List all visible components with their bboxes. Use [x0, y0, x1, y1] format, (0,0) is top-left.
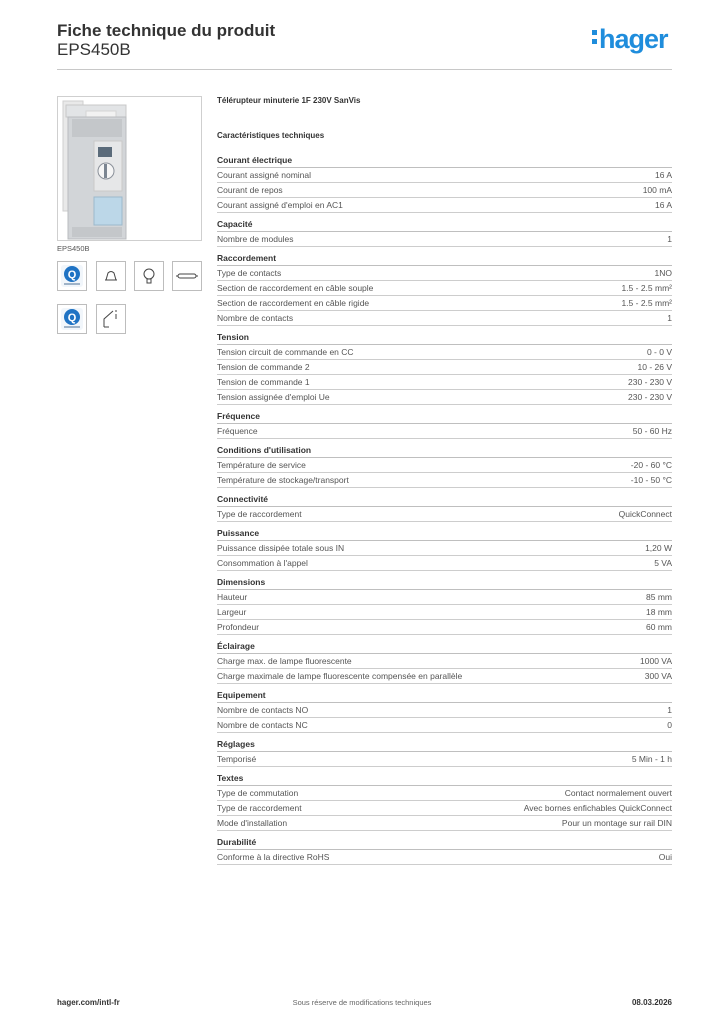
spec-label: Section de raccordement en câble souple	[217, 283, 374, 293]
spec-row	[217, 360, 672, 375]
product-image	[57, 96, 202, 241]
spec-section	[217, 154, 672, 213]
spec-row	[217, 801, 672, 816]
spec-value: -10 - 50 °C	[630, 475, 672, 485]
spec-section-title: Fréquence	[217, 410, 672, 424]
bell-icon	[96, 261, 126, 291]
spec-row	[217, 654, 672, 669]
spec-row	[217, 473, 672, 488]
svg-text:Q: Q	[67, 312, 77, 324]
spec-value: 16 A	[654, 200, 672, 210]
spec-row	[217, 703, 672, 718]
spec-section-title: Textes	[217, 772, 672, 786]
product-reference: EPS450B	[57, 40, 131, 59]
spec-label: Type de raccordement	[217, 803, 302, 813]
spec-value: 1	[667, 313, 672, 323]
spec-row	[217, 850, 672, 865]
spec-value: 0 - 0 V	[646, 347, 672, 357]
spec-section-title: Éclairage	[217, 640, 672, 654]
spec-row	[217, 311, 672, 326]
spec-value: 1.5 - 2.5 mm²	[621, 298, 672, 308]
spec-section-title: Raccordement	[217, 252, 672, 266]
spec-label: Mode d'installation	[217, 818, 288, 828]
spec-section	[217, 772, 672, 831]
footer-date: 08.03.2026	[631, 998, 672, 1007]
spec-table	[217, 154, 672, 870]
spec-row	[217, 718, 672, 733]
spec-value: -20 - 60 °C	[630, 460, 672, 470]
spec-label: Tension de commande 1	[217, 377, 310, 387]
spec-label: Charge maximale de lampe fluorescente compensée en parallèle	[217, 671, 463, 681]
spec-row	[217, 458, 672, 473]
spec-label: Fréquence	[217, 426, 258, 436]
spec-section	[217, 331, 672, 405]
spec-label: Section de raccordement en câble rigide	[217, 298, 370, 308]
spec-row	[217, 375, 672, 390]
spec-label: Nombre de contacts NO	[217, 705, 309, 715]
spec-section	[217, 218, 672, 247]
spec-row	[217, 816, 672, 831]
spec-value: 10 - 26 V	[637, 362, 672, 372]
spec-row	[217, 669, 672, 684]
spec-row	[217, 620, 672, 635]
quickconnect-icon	[57, 261, 87, 291]
spec-section	[217, 444, 672, 488]
spec-value: Avec bornes enfichables QuickConnect	[523, 803, 672, 813]
spec-label: Type de contacts	[217, 268, 282, 278]
spec-value: 50 - 60 Hz	[632, 426, 672, 436]
spec-label: Charge max. de lampe fluorescente	[217, 656, 352, 666]
spec-label: Température de service	[217, 460, 306, 470]
spec-label: Nombre de contacts	[217, 313, 294, 323]
spec-value: 1,20 W	[645, 543, 672, 553]
spec-row	[217, 198, 672, 213]
spec-row	[217, 183, 672, 198]
spec-section-title: Equipement	[217, 689, 672, 703]
spec-section	[217, 252, 672, 326]
spec-label: Type de commutation	[217, 788, 299, 798]
brand-wordmark: hager	[599, 24, 668, 54]
spec-value: 230 - 230 V	[628, 392, 672, 402]
spec-section	[217, 689, 672, 733]
spec-row	[217, 168, 672, 183]
spec-section-title: Durabilité	[217, 836, 672, 850]
fluorescent-tube-icon	[172, 261, 202, 291]
spec-value: 1	[667, 234, 672, 244]
spec-section	[217, 576, 672, 635]
bulb-icon	[134, 261, 164, 291]
spec-label: Puissance dissipée totale sous IN	[217, 543, 345, 553]
svg-text:Q: Q	[67, 269, 77, 281]
product-image-svg	[58, 97, 201, 240]
spec-section	[217, 640, 672, 684]
spec-value: 0	[667, 720, 672, 730]
spec-label: Nombre de modules	[217, 234, 294, 244]
spec-label: Conforme à la directive RoHS	[217, 852, 330, 862]
spec-row	[217, 390, 672, 405]
spec-section-title: Puissance	[217, 527, 672, 541]
spec-value: 5 Min - 1 h	[631, 754, 672, 764]
footer-website: hager.com/intl-fr	[57, 998, 120, 1007]
page-title: Fiche technique du produit	[57, 21, 276, 40]
spec-row	[217, 541, 672, 556]
spec-label: Température de stockage/transport	[217, 475, 349, 485]
spec-value: 230 - 230 V	[628, 377, 672, 387]
header-divider	[57, 69, 672, 70]
spec-value: 18 mm	[646, 607, 672, 617]
spec-row	[217, 556, 672, 571]
spec-value: 1000 VA	[640, 656, 672, 666]
spec-row	[217, 507, 672, 522]
specs-heading: Caractéristiques techniques	[217, 131, 325, 140]
spec-value: 5 VA	[654, 558, 672, 568]
spec-label: Courant de repos	[217, 185, 283, 195]
spec-label: Type de raccordement	[217, 509, 302, 519]
spec-value: 1NO	[654, 268, 672, 278]
spec-label: Tension assignée d'emploi Ue	[217, 392, 330, 402]
spec-row	[217, 590, 672, 605]
spec-row	[217, 752, 672, 767]
spec-row	[217, 232, 672, 247]
spec-label: Temporisé	[217, 754, 257, 764]
spec-row	[217, 296, 672, 311]
spec-value: QuickConnect	[618, 509, 672, 519]
spec-value: 60 mm	[646, 622, 672, 632]
spec-label: Courant assigné nominal	[217, 170, 312, 180]
spec-label: Hauteur	[217, 592, 248, 602]
spec-value: 1	[667, 705, 672, 715]
spec-row	[217, 345, 672, 360]
spec-label: Profondeur	[217, 622, 260, 632]
spec-section	[217, 738, 672, 767]
spec-section-title: Connectivité	[217, 493, 672, 507]
spec-section	[217, 410, 672, 439]
spec-section-title: Tension	[217, 331, 672, 345]
spec-label: Consommation à l'appel	[217, 558, 308, 568]
spec-value: 1.5 - 2.5 mm²	[621, 283, 672, 293]
spec-value: 16 A	[654, 170, 672, 180]
spec-value: 85 mm	[646, 592, 672, 602]
spec-value: Pour un montage sur rail DIN	[561, 818, 672, 828]
product-image-caption: EPS450B	[57, 244, 90, 253]
spec-row	[217, 266, 672, 281]
spec-row	[217, 786, 672, 801]
spec-section-title: Capacité	[217, 218, 672, 232]
spec-label: Tension de commande 2	[217, 362, 310, 372]
spec-label: Courant assigné d'emploi en AC1	[217, 200, 343, 210]
spec-label: Largeur	[217, 607, 247, 617]
spec-value: Contact normalement ouvert	[564, 788, 672, 798]
quickconnect-icon	[57, 304, 87, 334]
spec-section-title: Courant électrique	[217, 154, 672, 168]
spec-label: Tension circuit de commande en CC	[217, 347, 354, 357]
spec-row	[217, 605, 672, 620]
spec-section-title: Conditions d'utilisation	[217, 444, 672, 458]
spec-row	[217, 424, 672, 439]
product-name: Télérupteur minuterie 1F 230V SanVis	[217, 96, 361, 105]
spec-row	[217, 281, 672, 296]
spec-value: Oui	[658, 852, 672, 862]
spec-section	[217, 527, 672, 571]
spec-section	[217, 836, 672, 865]
spec-section-title: Dimensions	[217, 576, 672, 590]
spec-value: 300 VA	[644, 671, 672, 681]
footer-disclaimer: Sous réserve de modifications techniques	[292, 998, 432, 1007]
spec-label: Nombre de contacts NC	[217, 720, 308, 730]
hager-logo	[592, 24, 668, 55]
spec-section	[217, 493, 672, 522]
contact-switch-icon	[96, 304, 126, 334]
spec-section-title: Réglages	[217, 738, 672, 752]
spec-value: 100 mA	[642, 185, 672, 195]
